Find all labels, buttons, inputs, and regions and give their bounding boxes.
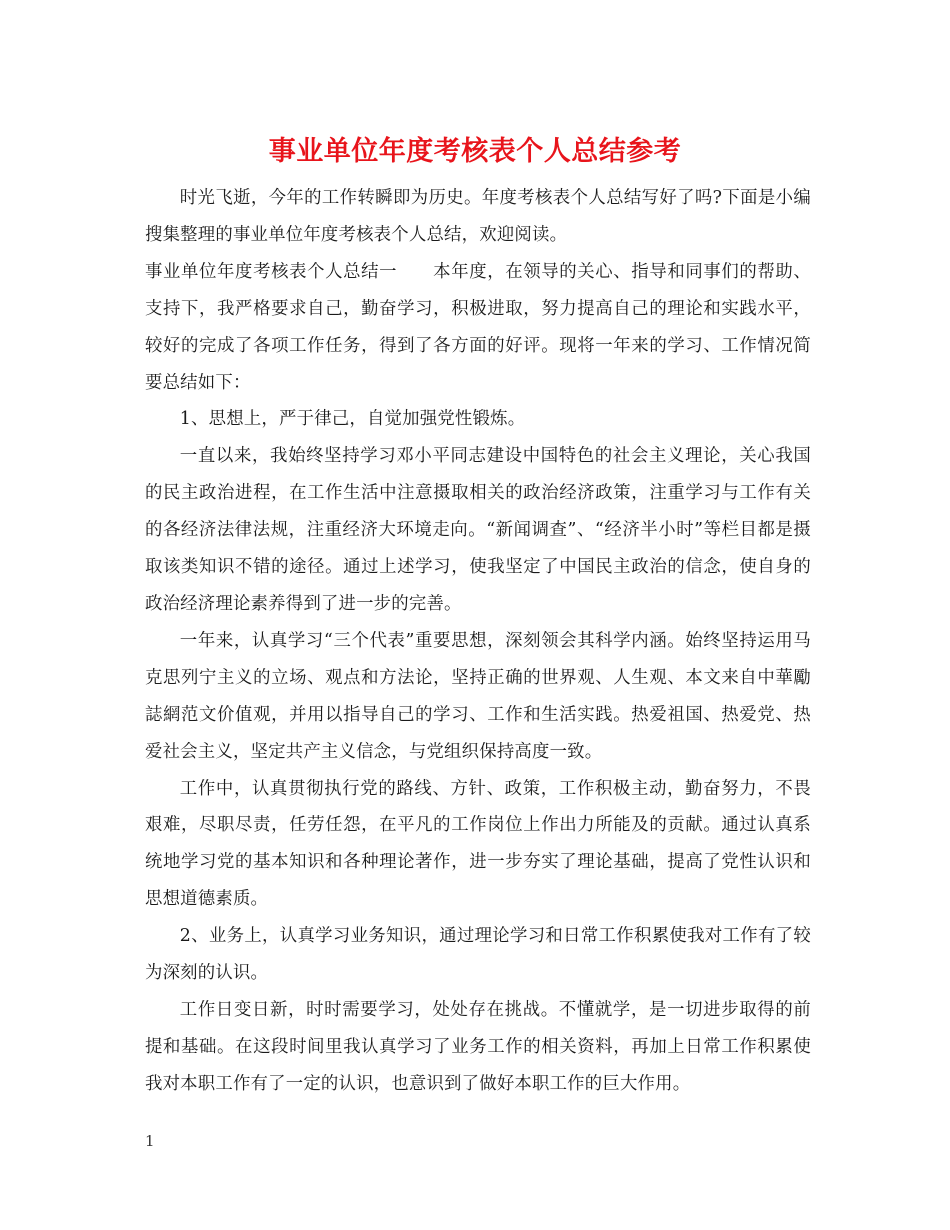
- paragraph-work-attitude: 工作中，认真贯彻执行党的路线、方针、政策，工作积极主动，勤奋努力，不畏艰难，尽职尽责，任劳任怨，在平凡的工作岗位上作出力所能及的贡献。通过认真系统地学习党的基本知识和各种理论著作，进一步夯实了理论基础，提高了党性认识和思想道德素质。: [145, 778, 811, 910]
- paragraph-summary-one: 事业单位年度考核表个人总结一 本年度，在领导的关心、指导和同事们的帮助、支持下，我严格要求自己，勤奋学习，积极进取，努力提高自己的理论和实践水平，较好的完成了各项工作任务，得到了各方面的好评。现将一年来的学习、工作情况简要总结如下：: [145, 261, 811, 393]
- paragraph-three-represents: 一年来，认真学习“三个代表”重要思想，深刻领会其科学内涵。始终坚持运用马克思列宁主义的立场、观点和方法论，坚持正确的世界观、人生观、本文来自中華勵誌網范文价值观，并用以指导自己的学习、工作和生活实践。热爱祖国、热爱党、热爱社会主义，坚定共产主义信念，与党组织保持高度一致。: [145, 630, 811, 762]
- paragraph-heading-business: 2、业务上，认真学习业务知识，通过理论学习和日常工作积累使我对工作有了较为深刻的认识。: [145, 926, 811, 984]
- page-number: 1: [145, 1132, 155, 1150]
- document-title: 事业单位年度考核表个人总结参考: [268, 136, 682, 167]
- paragraph-theory-study: 一直以来，我始终坚持学习邓小平同志建设中国特色的社会主义理论，关心我国的民主政治进程，在工作生活中注意摄取相关的政治经济政策，注重学习与工作有关的各经济法律法规，注重经济大环境走向。“新闻调查”、“经济半小时”等栏目都是摄取该类知识不错的途径。通过上述学习，使我坚定了中国民主政治的信念，使自身的政治经济理论素养得到了进一步的完善。: [145, 446, 811, 614]
- paragraph-heading-thought: 1、思想上，严于律己，自觉加强党性锻炼。: [179, 409, 526, 430]
- document-body: [145, 180, 811, 1103]
- paragraph-business-learning: 工作日变日新，时时需要学习，处处存在挑战。不懂就学，是一切进步取得的前提和基础。在这段时间里我认真学习了业务工作的相关资料，再加上日常工作积累使我对本职工作有了一定的认识，也意识到了做好本职工作的巨大作用。: [145, 999, 811, 1094]
- paragraph-intro: 时光飞逝，今年的工作转瞬即为历史。年度考核表个人总结写好了吗?下面是小编搜集整理的事业单位年度考核表个人总结，欢迎阅读。: [145, 188, 811, 245]
